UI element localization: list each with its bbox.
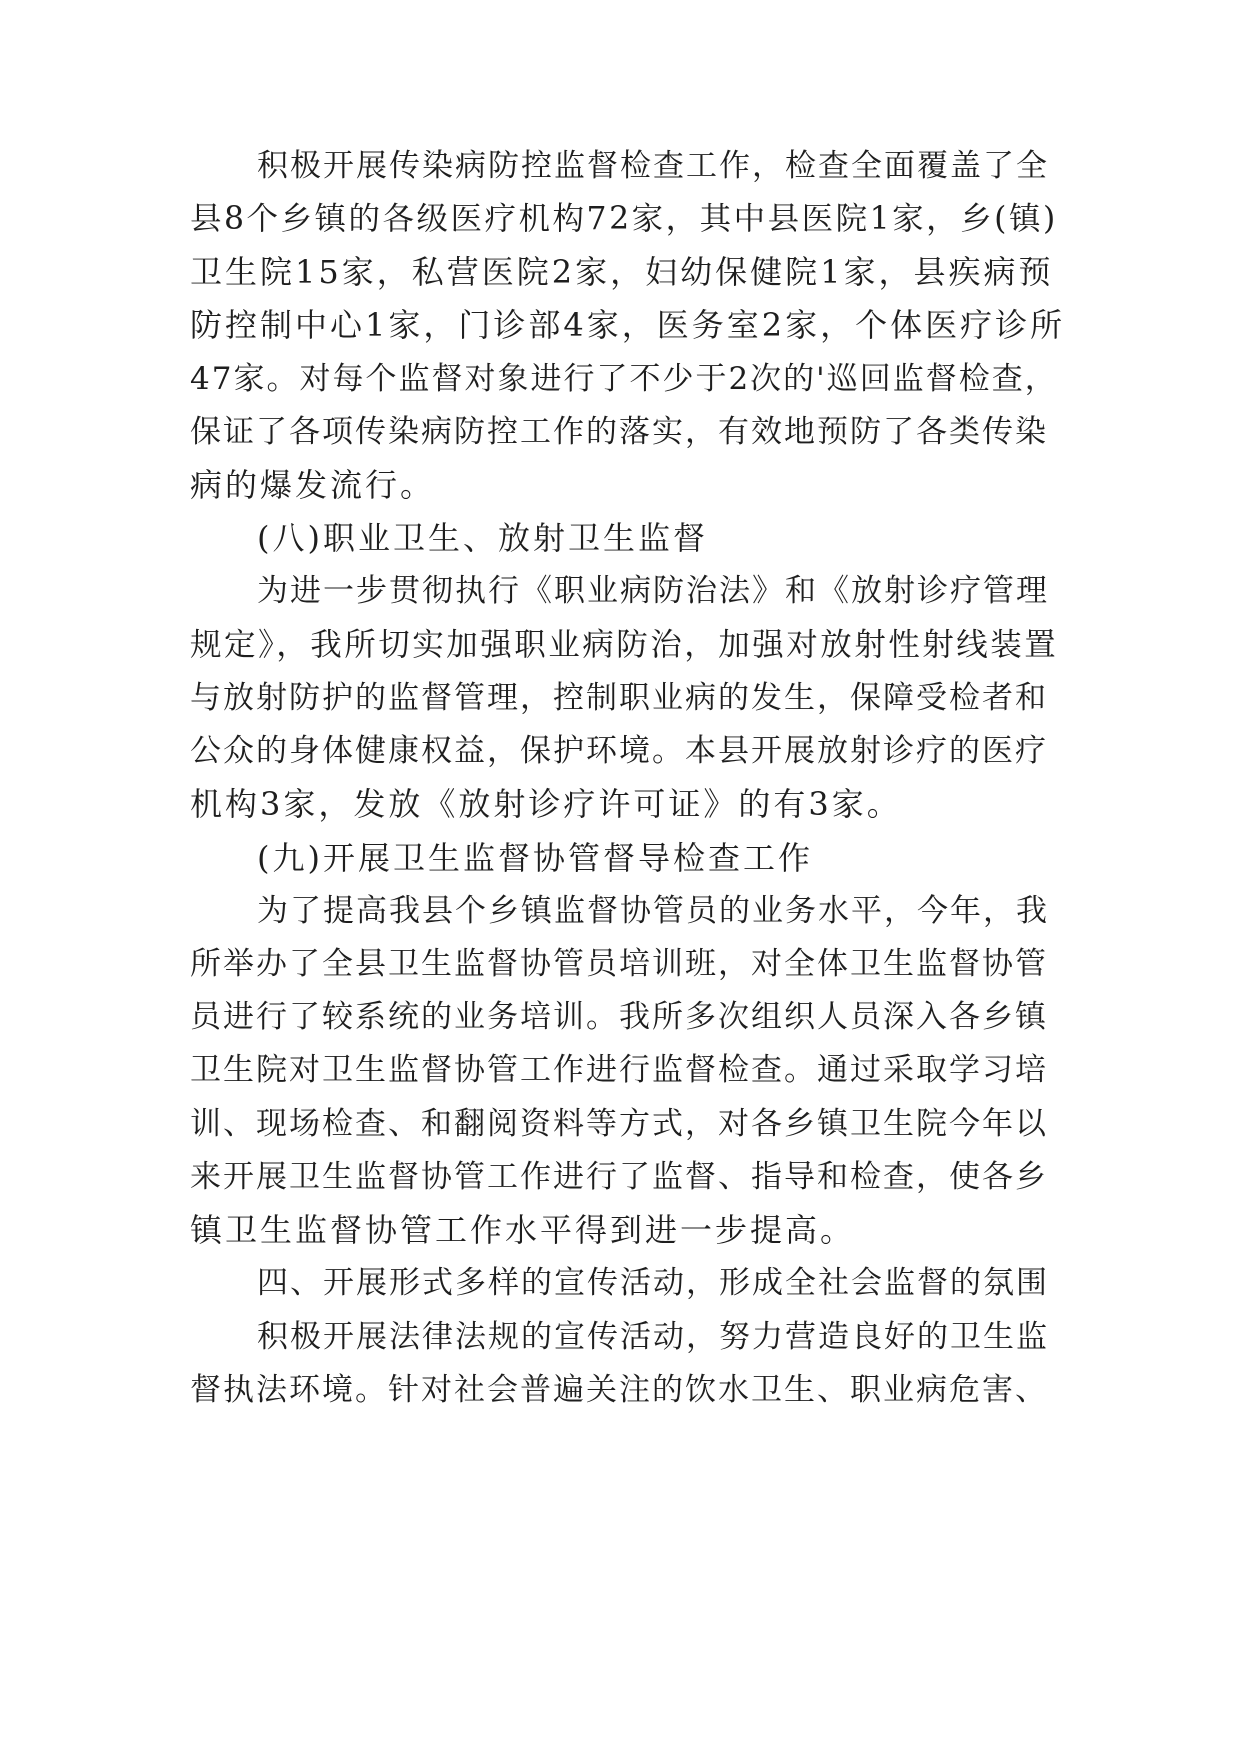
- section-heading: 四、开展形式多样的宣传活动，形成全社会监督的氛围: [257, 1265, 1049, 1301]
- text-line: 训、现场检查、和翻阅资料等方式，对各乡镇卫生院今年以: [190, 1106, 1048, 1142]
- text-line: 督执法环境。针对社会普遍关注的饮水卫生、职业病危害、: [190, 1372, 1048, 1408]
- text-line: 为了提高我县个乡镇监督协管员的业务水平，今年，我: [257, 893, 1049, 929]
- text-line: 县8个乡镇的各级医疗机构72家，其中县医院1家，乡(镇): [190, 201, 1058, 237]
- text-line: 与放射防护的监督管理，控制职业病的发生，保障受检者和: [190, 680, 1048, 716]
- text-line: 所举办了全县卫生监督协管员培训班，对全体卫生监督协管: [190, 946, 1048, 982]
- text-line: 病的爆发流行。: [190, 466, 436, 504]
- text-line: 来开展卫生监督协管工作进行了监督、指导和检查，使各乡: [190, 1159, 1048, 1195]
- text-line: 公众的身体健康权益，保护环境。本县开展放射诊疗的医疗: [190, 733, 1048, 769]
- section-heading: (九)开展卫生监督协管督导检查工作: [257, 839, 813, 877]
- text-line: 卫生院15家，私营医院2家，妇幼保健院1家，县疾病预: [190, 253, 1054, 291]
- text-line: 47家。对每个监督对象进行了不少于2次的'巡回监督检查，: [190, 361, 1058, 397]
- text-line: 员进行了较系统的业务培训。我所多次组织人员深入各乡镇: [190, 999, 1048, 1035]
- section-heading: (八)职业卫生、放射卫生监督: [257, 519, 708, 557]
- text-line: 规定》，我所切实加强职业病防治，加强对放射性射线装置: [190, 627, 1059, 663]
- text-line: 卫生院对卫生监督协管工作进行监督检查。通过采取学习培: [190, 1052, 1048, 1088]
- text-line: 积极开展传染病防控监督检查工作，检查全面覆盖了全: [257, 148, 1049, 184]
- text-line: 为进一步贯彻执行《职业病防治法》和《放射诊疗管理: [257, 573, 1049, 609]
- text-line: 镇卫生监督协管工作水平得到进一步提高。: [190, 1211, 856, 1249]
- text-line: 积极开展法律法规的宣传活动，努力营造良好的卫生监: [257, 1319, 1049, 1355]
- text-line: 防控制中心1家，门诊部4家，医务室2家，个体医疗诊所: [190, 306, 1066, 344]
- text-line: 机构3家，发放《放射诊疗许可证》的有3家。: [190, 785, 902, 823]
- text-line: 保证了各项传染病防控工作的落实，有效地预防了各类传染: [190, 414, 1048, 450]
